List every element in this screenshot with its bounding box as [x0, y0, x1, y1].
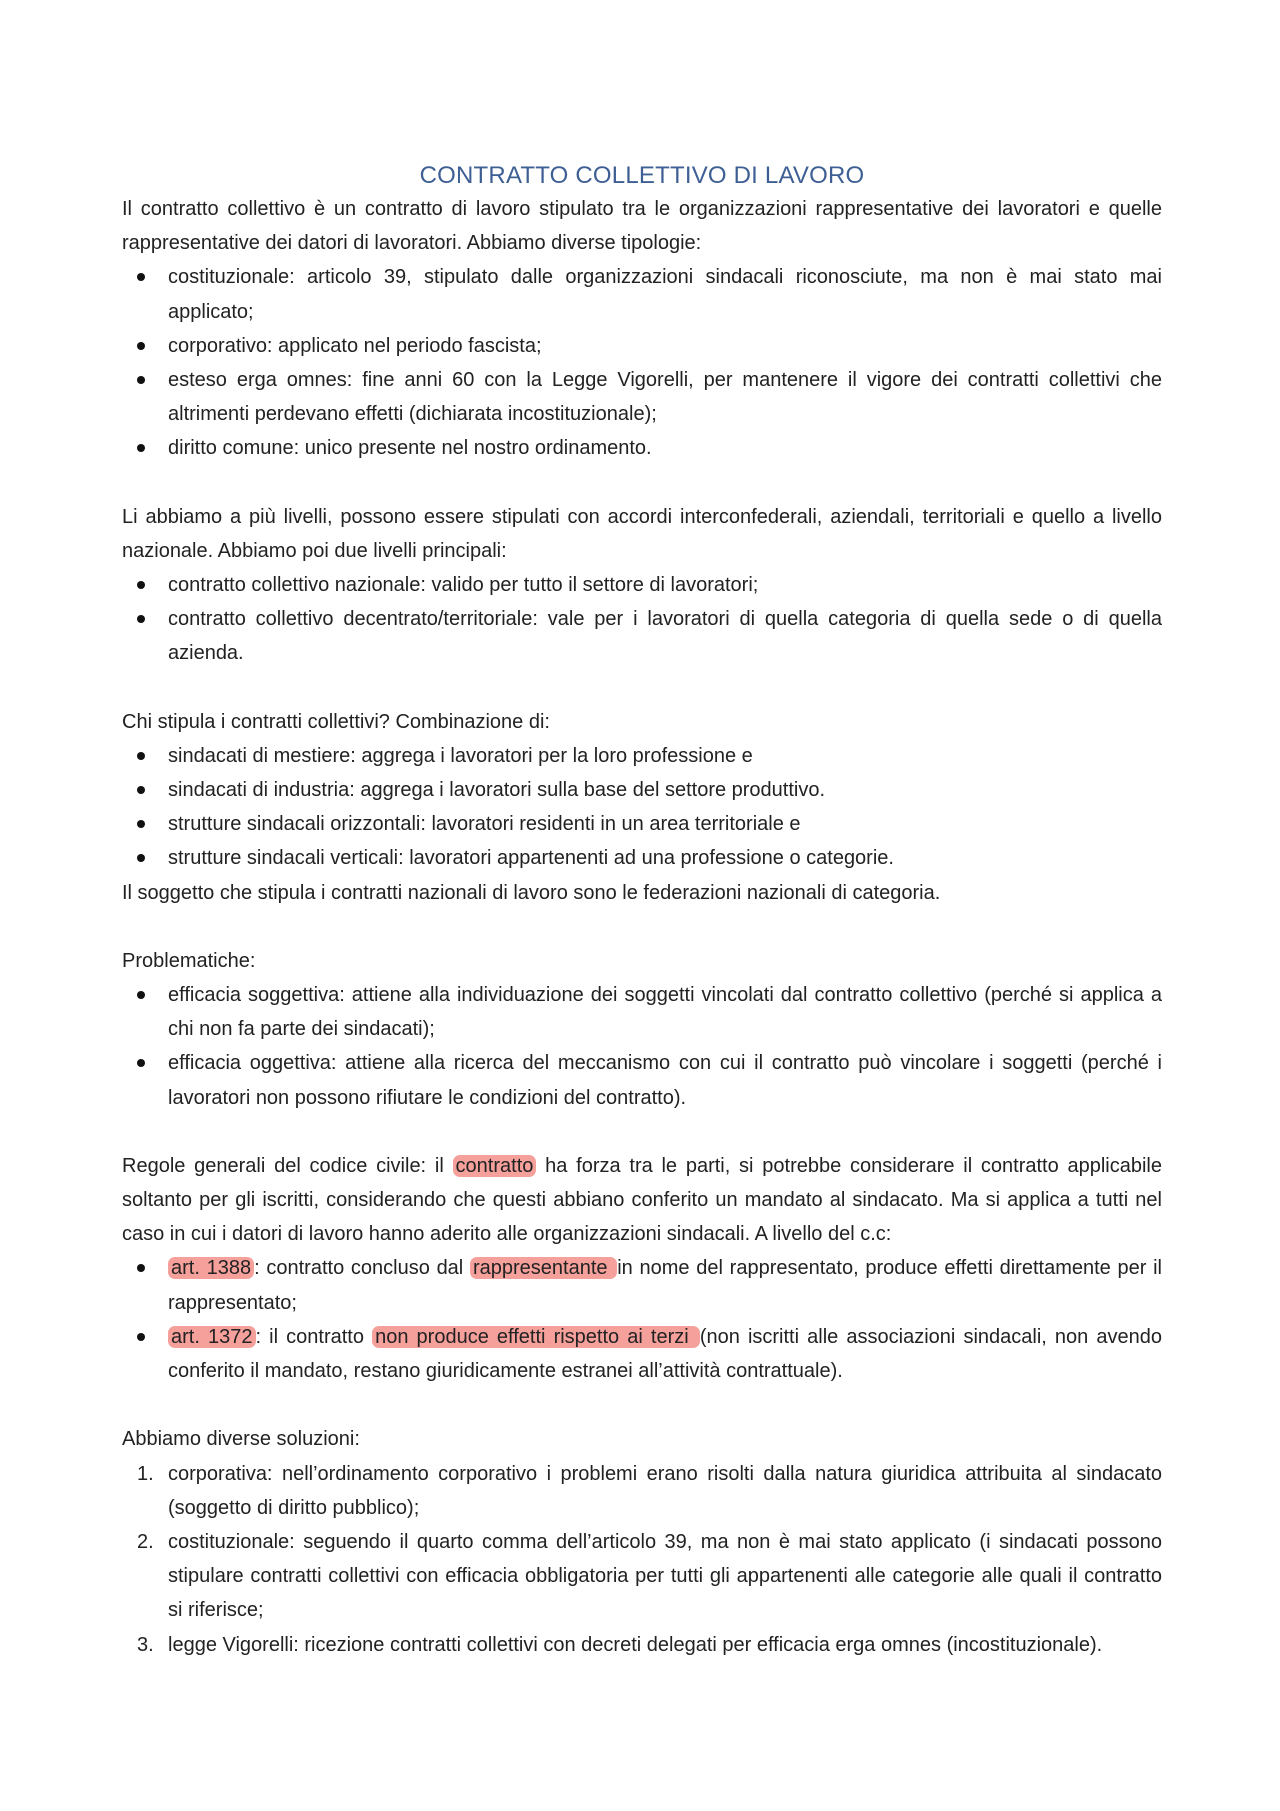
solutions-heading: Abbiamo diverse soluzioni: [122, 1428, 360, 1451]
list-item: strutture sindacali orizzontali: lavoratori residenti in un area territoriale e [168, 807, 1162, 841]
paragraph-gap [122, 466, 1162, 500]
article-text: : il contratto [255, 1325, 373, 1348]
rules-text-after: ha forza tra le parti, si potrebbe considerare il contratto applicabile soltanto per gli iscritti, considerando che questi abbiano conferito un mandato al sindacato. Ma si applica a tutti nel caso in cui i datori di lavoro hanno aderito alle organizzazioni sindacali. A livello del c.c: [122, 1154, 1163, 1246]
highlight-contratto: contratto [453, 1155, 537, 1177]
list-item [168, 1320, 1162, 1388]
list-item: strutture sindacali verticali: lavoratori appartenenti ad una professione o categorie. [168, 841, 1162, 875]
list-item: sindacati di industria: aggrega i lavoratori sulla base del settore produttivo. [168, 773, 1162, 807]
types-list [122, 260, 1162, 465]
paragraph-gap [122, 1115, 1162, 1149]
who-paragraph: Chi stipula i contratti collettivi? Combinazione di: [122, 710, 550, 733]
article-text: : contratto concluso dal [254, 1257, 470, 1280]
list-item: contratto collettivo nazionale: valido per tutto il settore di lavoratori; [168, 568, 1162, 602]
levels-paragraph: Li abbiamo a più livelli, possono essere stipulati con accordi interconfederali, aziendali, territoriali e quello a livello nazionale. Abbiamo poi due livelli principali: [122, 505, 1162, 562]
list-item: diritto comune: unico presente nel nostro ordinamento. [168, 431, 1162, 465]
highlight-rappresentante: rappresentante [470, 1257, 617, 1279]
list-item: efficacia oggettiva: attiene alla ricerca del meccanismo con cui il contratto può vincolare i soggetti (perché i lavoratori non possono rifiutare le condizioni del contratto). [168, 1046, 1162, 1114]
article-text: in nome del rappresentato, produce effetti direttamente per il rappresentato; [168, 1257, 1162, 1314]
list-item: contratto collettivo decentrato/territoriale: vale per i lavoratori di quella categoria di quella sede o di quella azienda. [168, 602, 1162, 670]
who-list [122, 739, 1162, 876]
levels-list [122, 568, 1162, 671]
list-item: costituzionale: seguendo il quarto comma dell’articolo 39, ma non è mai stato applicato (i sindacati possono stipulare contratti collettivi con efficacia obbligatoria per tutti gli appartenenti alle categorie alle quali il contratto si riferisce; [168, 1530, 1162, 1622]
who-conclusion: Il soggetto che stipula i contratti nazionali di lavoro sono le federazioni nazionali di categoria. [122, 881, 941, 904]
list-item: sindacati di mestiere: aggrega i lavoratori per la loro professione e [168, 739, 1162, 773]
list-item: legge Vigorelli: ricezione contratti collettivi con decreti delegati per efficacia erga omnes (incostituzionale). [168, 1633, 1103, 1656]
page-title: CONTRATTO COLLETTIVO DI LAVORO [419, 162, 865, 189]
list-item: esteso erga omnes: fine anni 60 con la Legge Vigorelli, per mantenere il vigore dei contratti collettivi che altrimenti perdevano effetti (dichiarata incostituzionale); [168, 363, 1162, 431]
paragraph-gap [122, 910, 1162, 944]
highlight-non-produce-effetti: non produce effetti rispetto ai terzi [372, 1326, 700, 1348]
paragraph-gap [122, 671, 1162, 705]
article-text: (non iscritti alle associazioni sindacali, non avendo conferito il mandato, restano giuridicamente estranei all’attività contrattuale). [168, 1325, 1163, 1383]
rules-paragraph [122, 1149, 1162, 1252]
problems-heading: Problematiche: [122, 949, 256, 972]
paragraph-gap [122, 1388, 1162, 1422]
list-item: costituzionale: articolo 39, stipulato dalle organizzazioni sindacali riconosciute, ma non è mai stato mai applicato; [168, 260, 1162, 328]
list-item: efficacia soggettiva: attiene alla individuazione dei soggetti vincolati dal contratto collettivo (perché si applica a chi non fa parte dei sindacati); [168, 978, 1162, 1046]
problems-list [122, 978, 1162, 1115]
list-item: corporativa: nell’ordinamento corporativo i problemi erano risolti dalla natura giuridica attribuita al sindacato (soggetto di diritto pubblico); [168, 1462, 1162, 1519]
rules-text-before: Regole generali del codice civile: il [122, 1154, 453, 1177]
highlight-art-1372: art. 1372 [168, 1326, 256, 1348]
highlight-art-1388: art. 1388 [168, 1257, 254, 1279]
articles-list [122, 1251, 1162, 1388]
solutions-list [122, 1457, 1162, 1662]
intro-paragraph: Il contratto collettivo è un contratto di lavoro stipulato tra le organizzazioni rappresentative dei lavoratori e quelle rappresentative dei datori di lavoratori. Abbiamo diverse tipologie: [122, 198, 1162, 255]
list-item: corporativo: applicato nel periodo fascista; [168, 329, 1162, 363]
list-item [168, 1251, 1162, 1319]
